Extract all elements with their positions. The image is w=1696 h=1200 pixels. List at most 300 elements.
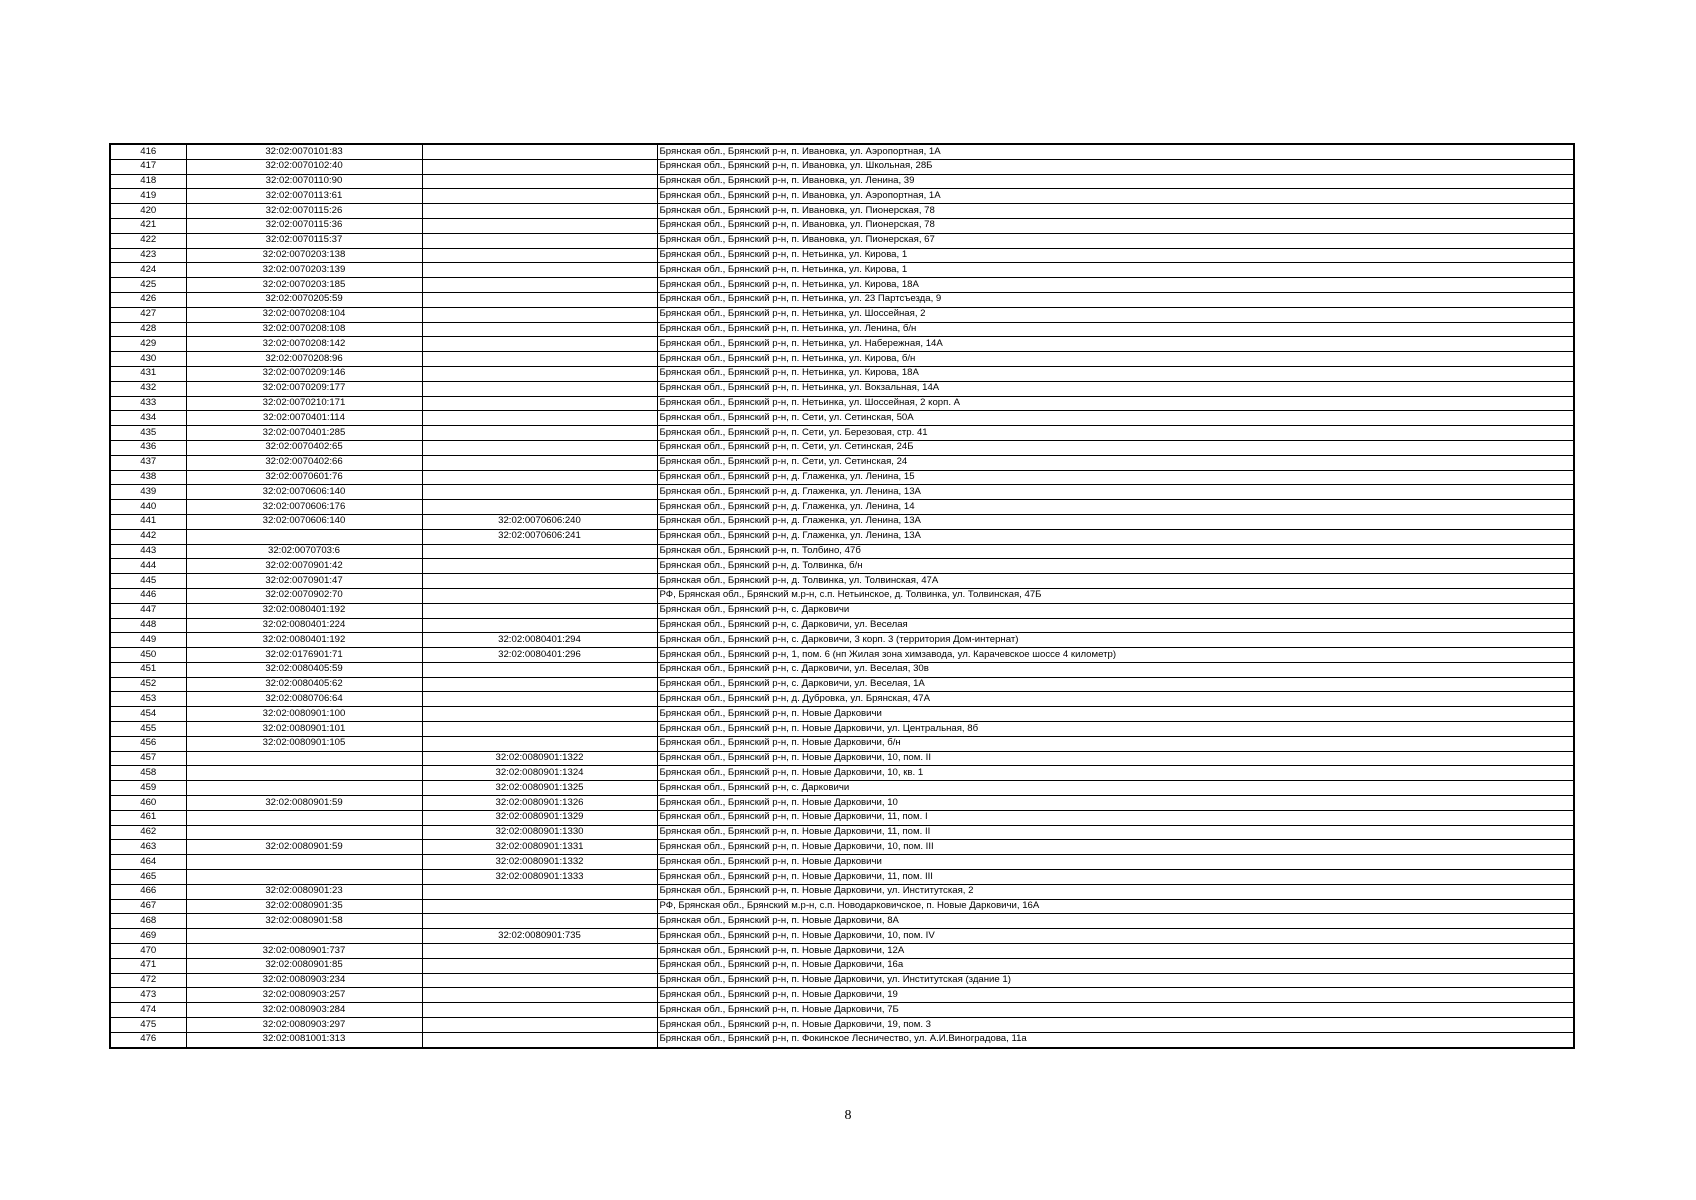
address-cell: Брянская обл., Брянский р-н, д. Глаженка, ул. Ленина, 14 bbox=[657, 500, 1574, 515]
table-row bbox=[110, 514, 1574, 529]
cadastral-number-cell: 32:02:0070110:90 bbox=[186, 174, 422, 189]
row-number-cell: 476 bbox=[110, 1032, 186, 1047]
row-number-cell: 440 bbox=[110, 500, 186, 515]
cadastral-number-cell: 32:02:0070203:185 bbox=[186, 278, 422, 293]
row-number-cell: 437 bbox=[110, 455, 186, 470]
table-row bbox=[110, 810, 1574, 825]
row-number-cell: 475 bbox=[110, 1018, 186, 1033]
cadastral-number-cell: 32:02:0080405:62 bbox=[186, 677, 422, 692]
row-number-cell: 468 bbox=[110, 914, 186, 929]
row-number-cell: 430 bbox=[110, 352, 186, 367]
address-cell: Брянская обл., Брянский р-н, п. Нетьинка, ул. Кирова, 18А bbox=[657, 366, 1574, 381]
row-number-cell: 458 bbox=[110, 766, 186, 781]
related-cadastral-number-cell: 32:02:0080901:1330 bbox=[422, 825, 657, 840]
cadastral-number-cell: 32:02:0070209:146 bbox=[186, 366, 422, 381]
cadastral-number-cell: 32:02:0070115:37 bbox=[186, 233, 422, 248]
table-row bbox=[110, 603, 1574, 618]
row-number-cell: 417 bbox=[110, 159, 186, 174]
row-number-cell: 423 bbox=[110, 248, 186, 263]
table-row bbox=[110, 1018, 1574, 1033]
related-cadastral-number-cell: 32:02:0070606:241 bbox=[422, 529, 657, 544]
address-cell: Брянская обл., Брянский р-н, п. Новые Дарковичи, 7Б bbox=[657, 1003, 1574, 1018]
table-row bbox=[110, 796, 1574, 811]
related-cadastral-number-cell bbox=[422, 988, 657, 1003]
related-cadastral-number-cell bbox=[422, 248, 657, 263]
related-cadastral-number-cell bbox=[422, 411, 657, 426]
table-row bbox=[110, 426, 1574, 441]
row-number-cell: 424 bbox=[110, 263, 186, 278]
table-row bbox=[110, 899, 1574, 914]
row-number-cell: 439 bbox=[110, 485, 186, 500]
cadastral-number-cell: 32:02:0070102:40 bbox=[186, 159, 422, 174]
address-cell: Брянская обл., Брянский р-н, п. Нетьинка, ул. Кирова, 1 bbox=[657, 263, 1574, 278]
row-number-cell: 426 bbox=[110, 292, 186, 307]
cadastral-number-cell: 32:02:0070208:108 bbox=[186, 322, 422, 337]
table-row bbox=[110, 618, 1574, 633]
cadastral-number-cell: 32:02:0070203:139 bbox=[186, 263, 422, 278]
related-cadastral-number-cell bbox=[422, 485, 657, 500]
row-number-cell: 465 bbox=[110, 870, 186, 885]
related-cadastral-number-cell bbox=[422, 574, 657, 589]
address-cell: Брянская обл., Брянский р-н, п. Новые Дарковичи, ул. Институтская (здание 1) bbox=[657, 973, 1574, 988]
cadastral-number-cell: 32:02:0080903:284 bbox=[186, 1003, 422, 1018]
row-number-cell: 467 bbox=[110, 899, 186, 914]
address-cell: Брянская обл., Брянский р-н, п. Новые Дарковичи, 10, кв. 1 bbox=[657, 766, 1574, 781]
cadastral-number-cell: 32:02:0080401:192 bbox=[186, 633, 422, 648]
related-cadastral-number-cell: 32:02:0080901:1322 bbox=[422, 751, 657, 766]
address-cell: Брянская обл., Брянский р-н, п. Ивановка, ул. Ленина, 39 bbox=[657, 174, 1574, 189]
address-cell: Брянская обл., Брянский р-н, п. Нетьинка, ул. Шоссейная, 2 bbox=[657, 307, 1574, 322]
cadastral-number-cell: 32:02:0081001:313 bbox=[186, 1032, 422, 1047]
related-cadastral-number-cell bbox=[422, 884, 657, 899]
row-number-cell: 460 bbox=[110, 796, 186, 811]
cadastral-number-cell: 32:02:0080901:101 bbox=[186, 722, 422, 737]
related-cadastral-number-cell bbox=[422, 233, 657, 248]
related-cadastral-number-cell bbox=[422, 722, 657, 737]
address-cell: Брянская обл., Брянский р-н, с. Дарковичи, 3 корп. 3 (территория Дом-интернат) bbox=[657, 633, 1574, 648]
address-cell: Брянская обл., Брянский р-н, 1, пом. 6 (нп Жилая зона химзавода, ул. Карачевское шоссе 4 километр) bbox=[657, 648, 1574, 663]
address-cell: Брянская обл., Брянский р-н, д. Дубровка, ул. Брянская, 47А bbox=[657, 692, 1574, 707]
table-row bbox=[110, 322, 1574, 337]
cadastral-number-cell: 32:02:0080901:59 bbox=[186, 840, 422, 855]
row-number-cell: 473 bbox=[110, 988, 186, 1003]
table-row bbox=[110, 633, 1574, 648]
related-cadastral-number-cell bbox=[422, 914, 657, 929]
address-cell: Брянская обл., Брянский р-н, п. Новые Дарковичи, 11, пом. III bbox=[657, 870, 1574, 885]
row-number-cell: 452 bbox=[110, 677, 186, 692]
table-row bbox=[110, 870, 1574, 885]
related-cadastral-number-cell bbox=[422, 944, 657, 959]
table-row bbox=[110, 529, 1574, 544]
row-number-cell: 457 bbox=[110, 751, 186, 766]
address-cell: Брянская обл., Брянский р-н, п. Ивановка, ул. Пионерская, 67 bbox=[657, 233, 1574, 248]
table-row bbox=[110, 292, 1574, 307]
cadastral-number-cell bbox=[186, 929, 422, 944]
row-number-cell: 432 bbox=[110, 381, 186, 396]
related-cadastral-number-cell bbox=[422, 707, 657, 722]
related-cadastral-number-cell: 32:02:0080901:1325 bbox=[422, 781, 657, 796]
table-row bbox=[110, 988, 1574, 1003]
table-row bbox=[110, 825, 1574, 840]
address-cell: Брянская обл., Брянский р-н, п. Нетьинка, ул. 23 Партсъезда, 9 bbox=[657, 292, 1574, 307]
row-number-cell: 466 bbox=[110, 884, 186, 899]
related-cadastral-number-cell bbox=[422, 426, 657, 441]
row-number-cell: 436 bbox=[110, 440, 186, 455]
table-row bbox=[110, 840, 1574, 855]
related-cadastral-number-cell bbox=[422, 366, 657, 381]
row-number-cell: 427 bbox=[110, 307, 186, 322]
address-cell: Брянская обл., Брянский р-н, п. Новые Дарковичи bbox=[657, 707, 1574, 722]
related-cadastral-number-cell: 32:02:0080901:1333 bbox=[422, 870, 657, 885]
related-cadastral-number-cell bbox=[422, 292, 657, 307]
cadastral-number-cell bbox=[186, 825, 422, 840]
related-cadastral-number-cell bbox=[422, 307, 657, 322]
related-cadastral-number-cell bbox=[422, 544, 657, 559]
row-number-cell: 443 bbox=[110, 544, 186, 559]
address-cell: Брянская обл., Брянский р-н, п. Сети, ул. Сетинская, 50А bbox=[657, 411, 1574, 426]
table-row bbox=[110, 574, 1574, 589]
address-cell: Брянская обл., Брянский р-н, п. Ивановка, ул. Пионерская, 78 bbox=[657, 218, 1574, 233]
address-cell: Брянская обл., Брянский р-н, с. Дарковичи bbox=[657, 603, 1574, 618]
address-cell: Брянская обл., Брянский р-н, п. Новые Дарковичи, 16а bbox=[657, 958, 1574, 973]
row-number-cell: 419 bbox=[110, 189, 186, 204]
cadastral-number-cell: 32:02:0070208:104 bbox=[186, 307, 422, 322]
cadastral-number-cell bbox=[186, 870, 422, 885]
row-number-cell: 431 bbox=[110, 366, 186, 381]
cadastral-number-cell: 32:02:0070901:42 bbox=[186, 559, 422, 574]
cadastral-number-cell: 32:02:0080901:23 bbox=[186, 884, 422, 899]
cadastral-number-cell bbox=[186, 855, 422, 870]
cadastral-number-cell: 32:02:0080903:234 bbox=[186, 973, 422, 988]
table-row bbox=[110, 781, 1574, 796]
row-number-cell: 418 bbox=[110, 174, 186, 189]
cadastral-number-cell: 32:02:0080901:85 bbox=[186, 958, 422, 973]
cadastral-number-cell bbox=[186, 781, 422, 796]
address-cell: Брянская обл., Брянский р-н, д. Глаженка, ул. Ленина, 13А bbox=[657, 529, 1574, 544]
row-number-cell: 429 bbox=[110, 337, 186, 352]
cadastral-number-cell: 32:02:0070208:142 bbox=[186, 337, 422, 352]
related-cadastral-number-cell: 32:02:0080901:1329 bbox=[422, 810, 657, 825]
related-cadastral-number-cell bbox=[422, 337, 657, 352]
cadastral-number-cell: 32:02:0070606:140 bbox=[186, 485, 422, 500]
table-row bbox=[110, 707, 1574, 722]
row-number-cell: 438 bbox=[110, 470, 186, 485]
row-number-cell: 462 bbox=[110, 825, 186, 840]
related-cadastral-number-cell bbox=[422, 352, 657, 367]
address-cell: Брянская обл., Брянский р-н, с. Дарковичи bbox=[657, 781, 1574, 796]
table-row bbox=[110, 278, 1574, 293]
table-row bbox=[110, 736, 1574, 751]
cadastral-number-cell: 32:02:0080901:105 bbox=[186, 736, 422, 751]
cadastral-number-cell: 32:02:0080901:58 bbox=[186, 914, 422, 929]
cadastral-number-cell: 32:02:0070703:6 bbox=[186, 544, 422, 559]
address-cell: Брянская обл., Брянский р-н, п. Нетьинка, ул. Шоссейная, 2 корп. А bbox=[657, 396, 1574, 411]
row-number-cell: 469 bbox=[110, 929, 186, 944]
row-number-cell: 422 bbox=[110, 233, 186, 248]
cadastral-number-cell: 32:02:0070402:65 bbox=[186, 440, 422, 455]
related-cadastral-number-cell bbox=[422, 958, 657, 973]
related-cadastral-number-cell bbox=[422, 603, 657, 618]
table-row bbox=[110, 648, 1574, 663]
address-cell: Брянская обл., Брянский р-н, с. Дарковичи, ул. Веселая bbox=[657, 618, 1574, 633]
table-row bbox=[110, 485, 1574, 500]
related-cadastral-number-cell bbox=[422, 662, 657, 677]
address-cell: Брянская обл., Брянский р-н, д. Толвинка, б/н bbox=[657, 559, 1574, 574]
related-cadastral-number-cell bbox=[422, 973, 657, 988]
row-number-cell: 446 bbox=[110, 588, 186, 603]
cadastral-number-cell: 32:02:0070401:114 bbox=[186, 411, 422, 426]
table-row bbox=[110, 884, 1574, 899]
address-cell: РФ, Брянская обл., Брянский м.р-н, с.п. Новодарковичское, п. Новые Дарковичи, 16А bbox=[657, 899, 1574, 914]
cadastral-number-cell: 32:02:0080901:35 bbox=[186, 899, 422, 914]
cadastral-number-cell: 32:02:0080901:737 bbox=[186, 944, 422, 959]
address-cell: Брянская обл., Брянский р-н, п. Новые Дарковичи, 10 bbox=[657, 796, 1574, 811]
address-cell: Брянская обл., Брянский р-н, п. Сети, ул. Березовая, стр. 41 bbox=[657, 426, 1574, 441]
address-cell: РФ, Брянская обл., Брянский м.р-н, с.п. Нетьинское, д. Толвинка, ул. Толвинская, 47Б bbox=[657, 588, 1574, 603]
related-cadastral-number-cell: 32:02:0080901:735 bbox=[422, 929, 657, 944]
cadastral-number-cell: 32:02:0070901:47 bbox=[186, 574, 422, 589]
address-cell: Брянская обл., Брянский р-н, п. Новые Дарковичи bbox=[657, 855, 1574, 870]
cadastral-number-cell: 32:02:0080901:100 bbox=[186, 707, 422, 722]
address-cell: Брянская обл., Брянский р-н, п. Нетьинка, ул. Вокзальная, 14А bbox=[657, 381, 1574, 396]
address-cell: Брянская обл., Брянский р-н, п. Нетьинка, ул. Кирова, 18А bbox=[657, 278, 1574, 293]
cadastral-number-cell bbox=[186, 751, 422, 766]
table-row bbox=[110, 662, 1574, 677]
address-cell: Брянская обл., Брянский р-н, п. Новые Дарковичи, 19, пом. 3 bbox=[657, 1018, 1574, 1033]
cadastral-number-cell: 32:02:0080401:224 bbox=[186, 618, 422, 633]
table-row bbox=[110, 174, 1574, 189]
cadastral-number-cell bbox=[186, 529, 422, 544]
table-row bbox=[110, 544, 1574, 559]
table-row bbox=[110, 381, 1574, 396]
related-cadastral-number-cell bbox=[422, 588, 657, 603]
related-cadastral-number-cell: 32:02:0080901:1324 bbox=[422, 766, 657, 781]
address-cell: Брянская обл., Брянский р-н, п. Толбино, 47б bbox=[657, 544, 1574, 559]
table-row bbox=[110, 751, 1574, 766]
address-cell: Брянская обл., Брянский р-н, п. Сети, ул. Сетинская, 24 bbox=[657, 455, 1574, 470]
related-cadastral-number-cell: 32:02:0080901:1326 bbox=[422, 796, 657, 811]
address-cell: Брянская обл., Брянский р-н, п. Ивановка, ул. Пионерская, 78 bbox=[657, 204, 1574, 219]
cadastral-number-cell: 32:02:0070115:36 bbox=[186, 218, 422, 233]
page-number: 8 bbox=[844, 1108, 852, 1123]
row-number-cell: 421 bbox=[110, 218, 186, 233]
related-cadastral-number-cell bbox=[422, 440, 657, 455]
cadastral-number-cell: 32:02:0176901:71 bbox=[186, 648, 422, 663]
related-cadastral-number-cell bbox=[422, 204, 657, 219]
cadastral-number-cell: 32:02:0080706:64 bbox=[186, 692, 422, 707]
address-cell: Брянская обл., Брянский р-н, п. Новые Дарковичи, 12А bbox=[657, 944, 1574, 959]
cadastral-number-cell: 32:02:0070205:59 bbox=[186, 292, 422, 307]
related-cadastral-number-cell: 32:02:0080901:1331 bbox=[422, 840, 657, 855]
table-row bbox=[110, 722, 1574, 737]
row-number-cell: 474 bbox=[110, 1003, 186, 1018]
related-cadastral-number-cell bbox=[422, 218, 657, 233]
address-cell: Брянская обл., Брянский р-н, п. Новые Дарковичи, 11, пом. II bbox=[657, 825, 1574, 840]
cadastral-number-cell: 32:02:0080903:257 bbox=[186, 988, 422, 1003]
table-row bbox=[110, 366, 1574, 381]
table-row bbox=[110, 144, 1574, 159]
cadastral-number-cell bbox=[186, 810, 422, 825]
row-number-cell: 470 bbox=[110, 944, 186, 959]
address-cell: Брянская обл., Брянский р-н, п. Ивановка, ул. Школьная, 28Б bbox=[657, 159, 1574, 174]
table-row bbox=[110, 973, 1574, 988]
address-cell: Брянская обл., Брянский р-н, д. Глаженка, ул. Ленина, 13А bbox=[657, 514, 1574, 529]
address-cell: Брянская обл., Брянский р-н, п. Новые Дарковичи, б/н bbox=[657, 736, 1574, 751]
row-number-cell: 420 bbox=[110, 204, 186, 219]
table-row bbox=[110, 218, 1574, 233]
related-cadastral-number-cell bbox=[422, 396, 657, 411]
row-number-cell: 445 bbox=[110, 574, 186, 589]
table-row bbox=[110, 1032, 1574, 1047]
cadastral-number-cell: 32:02:0080405:59 bbox=[186, 662, 422, 677]
cadastral-number-cell: 32:02:0070113:61 bbox=[186, 189, 422, 204]
cadastral-number-cell bbox=[186, 766, 422, 781]
address-cell: Брянская обл., Брянский р-н, п. Нетьинка, ул. Набережная, 14А bbox=[657, 337, 1574, 352]
cadastral-number-cell: 32:02:0070902:70 bbox=[186, 588, 422, 603]
table-row bbox=[110, 159, 1574, 174]
row-number-cell: 441 bbox=[110, 514, 186, 529]
related-cadastral-number-cell: 32:02:0080401:294 bbox=[422, 633, 657, 648]
row-number-cell: 463 bbox=[110, 840, 186, 855]
related-cadastral-number-cell: 32:02:0070606:240 bbox=[422, 514, 657, 529]
address-cell: Брянская обл., Брянский р-н, п. Сети, ул. Сетинская, 24Б bbox=[657, 440, 1574, 455]
address-cell: Брянская обл., Брянский р-н, д. Толвинка, ул. Толвинская, 47А bbox=[657, 574, 1574, 589]
address-cell: Брянская обл., Брянский р-н, д. Глаженка, ул. Ленина, 13А bbox=[657, 485, 1574, 500]
table-row bbox=[110, 766, 1574, 781]
table-row bbox=[110, 455, 1574, 470]
cadastral-number-cell: 32:02:0070203:138 bbox=[186, 248, 422, 263]
cadastral-number-cell: 32:02:0070210:171 bbox=[186, 396, 422, 411]
row-number-cell: 461 bbox=[110, 810, 186, 825]
row-number-cell: 471 bbox=[110, 958, 186, 973]
related-cadastral-number-cell bbox=[422, 677, 657, 692]
cadastral-number-cell: 32:02:0070402:66 bbox=[186, 455, 422, 470]
cadastral-number-cell: 32:02:0070115:26 bbox=[186, 204, 422, 219]
related-cadastral-number-cell bbox=[422, 559, 657, 574]
address-cell: Брянская обл., Брянский р-н, п. Новые Дарковичи, 10, пом. II bbox=[657, 751, 1574, 766]
table-row bbox=[110, 396, 1574, 411]
address-cell: Брянская обл., Брянский р-н, п. Ивановка, ул. Аэропортная, 1А bbox=[657, 144, 1574, 159]
related-cadastral-number-cell bbox=[422, 1018, 657, 1033]
row-number-cell: 435 bbox=[110, 426, 186, 441]
cadastral-number-cell: 32:02:0080903:297 bbox=[186, 1018, 422, 1033]
row-number-cell: 447 bbox=[110, 603, 186, 618]
address-cell: Брянская обл., Брянский р-н, п. Новые Дарковичи, ул. Институтская, 2 bbox=[657, 884, 1574, 899]
address-cell: Брянская обл., Брянский р-н, п. Новые Дарковичи, 10, пом. IV bbox=[657, 929, 1574, 944]
table-row bbox=[110, 692, 1574, 707]
table-row bbox=[110, 189, 1574, 204]
row-number-cell: 442 bbox=[110, 529, 186, 544]
related-cadastral-number-cell bbox=[422, 1003, 657, 1018]
related-cadastral-number-cell: 32:02:0080901:1332 bbox=[422, 855, 657, 870]
cadastral-number-cell: 32:02:0070209:177 bbox=[186, 381, 422, 396]
cadastral-number-cell: 32:02:0080401:192 bbox=[186, 603, 422, 618]
row-number-cell: 433 bbox=[110, 396, 186, 411]
cadastral-number-cell: 32:02:0070606:176 bbox=[186, 500, 422, 515]
table-row bbox=[110, 263, 1574, 278]
related-cadastral-number-cell bbox=[422, 618, 657, 633]
table-row bbox=[110, 248, 1574, 263]
row-number-cell: 464 bbox=[110, 855, 186, 870]
address-cell: Брянская обл., Брянский р-н, д. Глаженка, ул. Ленина, 15 bbox=[657, 470, 1574, 485]
table-row bbox=[110, 307, 1574, 322]
related-cadastral-number-cell bbox=[422, 189, 657, 204]
row-number-cell: 459 bbox=[110, 781, 186, 796]
related-cadastral-number-cell bbox=[422, 1032, 657, 1047]
row-number-cell: 455 bbox=[110, 722, 186, 737]
related-cadastral-number-cell bbox=[422, 278, 657, 293]
related-cadastral-number-cell bbox=[422, 470, 657, 485]
table-row bbox=[110, 914, 1574, 929]
cadastral-number-cell: 32:02:0070601:76 bbox=[186, 470, 422, 485]
related-cadastral-number-cell bbox=[422, 322, 657, 337]
cadastral-number-cell: 32:02:0070606:140 bbox=[186, 514, 422, 529]
row-number-cell: 416 bbox=[110, 144, 186, 159]
table-row bbox=[110, 958, 1574, 973]
row-number-cell: 453 bbox=[110, 692, 186, 707]
address-cell: Брянская обл., Брянский р-н, п. Новые Дарковичи, 10, пом. III bbox=[657, 840, 1574, 855]
address-cell: Брянская обл., Брянский р-н, п. Ивановка, ул. Аэропортная, 1А bbox=[657, 189, 1574, 204]
cadastral-number-cell: 32:02:0070401:285 bbox=[186, 426, 422, 441]
related-cadastral-number-cell bbox=[422, 144, 657, 159]
table-row bbox=[110, 440, 1574, 455]
address-cell: Брянская обл., Брянский р-н, п. Нетьинка, ул. Кирова, б/н bbox=[657, 352, 1574, 367]
row-number-cell: 425 bbox=[110, 278, 186, 293]
related-cadastral-number-cell bbox=[422, 500, 657, 515]
row-number-cell: 454 bbox=[110, 707, 186, 722]
table-row bbox=[110, 204, 1574, 219]
table-row bbox=[110, 500, 1574, 515]
related-cadastral-number-cell bbox=[422, 174, 657, 189]
table-row bbox=[110, 1003, 1574, 1018]
related-cadastral-number-cell bbox=[422, 455, 657, 470]
table-row bbox=[110, 677, 1574, 692]
table-row bbox=[110, 929, 1574, 944]
cadastral-number-cell: 32:02:0070208:96 bbox=[186, 352, 422, 367]
related-cadastral-number-cell bbox=[422, 692, 657, 707]
related-cadastral-number-cell: 32:02:0080401:296 bbox=[422, 648, 657, 663]
address-cell: Брянская обл., Брянский р-н, п. Нетьинка, ул. Ленина, б/н bbox=[657, 322, 1574, 337]
cadastral-number-cell: 32:02:0080901:59 bbox=[186, 796, 422, 811]
address-cell: Брянская обл., Брянский р-н, п. Новые Дарковичи, 8А bbox=[657, 914, 1574, 929]
table-row bbox=[110, 855, 1574, 870]
address-cell: Брянская обл., Брянский р-н, с. Дарковичи, ул. Веселая, 1А bbox=[657, 677, 1574, 692]
table-row bbox=[110, 470, 1574, 485]
address-cell: Брянская обл., Брянский р-н, п. Новые Дарковичи, 19 bbox=[657, 988, 1574, 1003]
table-row bbox=[110, 588, 1574, 603]
table-row bbox=[110, 352, 1574, 367]
row-number-cell: 449 bbox=[110, 633, 186, 648]
row-number-cell: 434 bbox=[110, 411, 186, 426]
address-cell: Брянская обл., Брянский р-н, п. Новые Дарковичи, ул. Центральная, 8б bbox=[657, 722, 1574, 737]
related-cadastral-number-cell bbox=[422, 899, 657, 914]
table-row bbox=[110, 944, 1574, 959]
address-cell: Брянская обл., Брянский р-н, с. Дарковичи, ул. Веселая, 30в bbox=[657, 662, 1574, 677]
cadastral-number-cell: 32:02:0070101:83 bbox=[186, 144, 422, 159]
row-number-cell: 444 bbox=[110, 559, 186, 574]
table-row bbox=[110, 411, 1574, 426]
related-cadastral-number-cell bbox=[422, 736, 657, 751]
registry-table bbox=[109, 143, 1575, 1049]
table-body bbox=[110, 144, 1574, 1048]
row-number-cell: 448 bbox=[110, 618, 186, 633]
row-number-cell: 451 bbox=[110, 662, 186, 677]
related-cadastral-number-cell bbox=[422, 381, 657, 396]
address-cell: Брянская обл., Брянский р-н, п. Нетьинка, ул. Кирова, 1 bbox=[657, 248, 1574, 263]
related-cadastral-number-cell bbox=[422, 159, 657, 174]
row-number-cell: 456 bbox=[110, 736, 186, 751]
address-cell: Брянская обл., Брянский р-н, п. Новые Дарковичи, 11, пом. I bbox=[657, 810, 1574, 825]
